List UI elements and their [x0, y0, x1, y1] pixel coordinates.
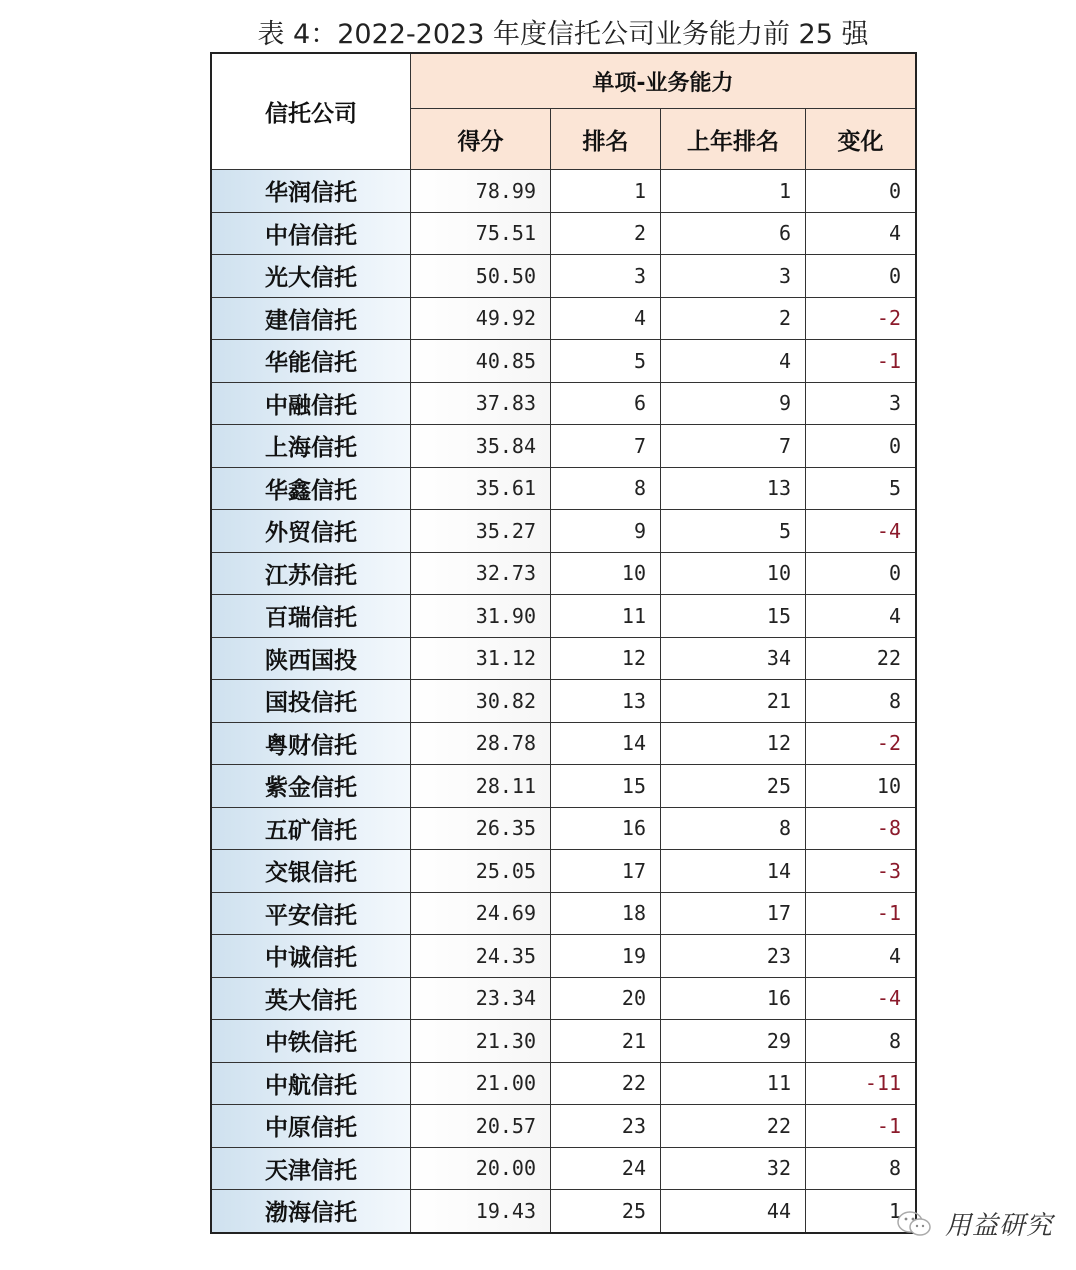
rank-cell: 7 [551, 425, 661, 468]
company-cell: 建信信托 [211, 297, 411, 340]
rank-cell: 2 [551, 212, 661, 255]
table-row [211, 807, 916, 850]
rank-cell: 3 [551, 255, 661, 298]
table-row [211, 425, 916, 468]
table-row [211, 1062, 916, 1105]
company-cell: 江苏信托 [211, 552, 411, 595]
table-row [211, 297, 916, 340]
header-company: 信托公司 [211, 53, 411, 170]
prev-rank-cell: 4 [661, 340, 806, 383]
prev-rank-cell: 23 [661, 935, 806, 978]
table-row [211, 170, 916, 213]
score-cell: 28.11 [411, 765, 551, 808]
table-row [211, 680, 916, 723]
company-cell: 中信信托 [211, 212, 411, 255]
rank-cell: 24 [551, 1147, 661, 1190]
change-cell: 0 [806, 255, 917, 298]
score-cell: 49.92 [411, 297, 551, 340]
score-cell: 50.50 [411, 255, 551, 298]
change-cell: 5 [806, 467, 917, 510]
change-cell: -1 [806, 340, 917, 383]
prev-rank-cell: 7 [661, 425, 806, 468]
watermark-text: 用益研究 [945, 1211, 1054, 1241]
score-cell: 26.35 [411, 807, 551, 850]
table-row [211, 1020, 916, 1063]
change-cell: 3 [806, 382, 917, 425]
header-change: 变化 [806, 109, 917, 170]
table-row [211, 340, 916, 383]
table-row [211, 1147, 916, 1190]
header-prev-rank: 上年排名 [661, 109, 806, 170]
rank-cell: 17 [551, 850, 661, 893]
table-row [211, 977, 916, 1020]
score-cell: 24.35 [411, 935, 551, 978]
table-row [211, 637, 916, 680]
rank-cell: 23 [551, 1105, 661, 1148]
rank-cell: 10 [551, 552, 661, 595]
rank-cell: 1 [551, 170, 661, 213]
rank-cell: 8 [551, 467, 661, 510]
change-cell: 8 [806, 680, 917, 723]
table-row [211, 255, 916, 298]
change-cell: 22 [806, 637, 917, 680]
change-cell: 0 [806, 170, 917, 213]
score-cell: 78.99 [411, 170, 551, 213]
header-score: 得分 [411, 109, 551, 170]
company-cell: 华润信托 [211, 170, 411, 213]
prev-rank-cell: 12 [661, 722, 806, 765]
table-row [211, 850, 916, 893]
change-cell: -4 [806, 977, 917, 1020]
ranking-table [210, 52, 917, 1234]
change-cell: -2 [806, 297, 917, 340]
rank-cell: 25 [551, 1190, 661, 1233]
company-cell: 交银信托 [211, 850, 411, 893]
score-cell: 20.00 [411, 1147, 551, 1190]
change-cell: 10 [806, 765, 917, 808]
prev-rank-cell: 5 [661, 510, 806, 553]
prev-rank-cell: 14 [661, 850, 806, 893]
prev-rank-cell: 2 [661, 297, 806, 340]
table-row [211, 765, 916, 808]
score-cell: 23.34 [411, 977, 551, 1020]
change-cell: 4 [806, 212, 917, 255]
rank-cell: 4 [551, 297, 661, 340]
rank-cell: 9 [551, 510, 661, 553]
rank-cell: 12 [551, 637, 661, 680]
table-row [211, 935, 916, 978]
score-cell: 35.84 [411, 425, 551, 468]
rank-cell: 11 [551, 595, 661, 638]
prev-rank-cell: 17 [661, 892, 806, 935]
score-cell: 31.90 [411, 595, 551, 638]
change-cell: 0 [806, 552, 917, 595]
company-cell: 中航信托 [211, 1062, 411, 1105]
change-cell: -3 [806, 850, 917, 893]
change-cell: 4 [806, 595, 917, 638]
score-cell: 28.78 [411, 722, 551, 765]
company-cell: 五矿信托 [211, 807, 411, 850]
company-cell: 华能信托 [211, 340, 411, 383]
score-cell: 37.83 [411, 382, 551, 425]
prev-rank-cell: 11 [661, 1062, 806, 1105]
change-cell: 8 [806, 1020, 917, 1063]
rank-cell: 21 [551, 1020, 661, 1063]
score-cell: 40.85 [411, 340, 551, 383]
company-cell: 英大信托 [211, 977, 411, 1020]
prev-rank-cell: 34 [661, 637, 806, 680]
rank-cell: 16 [551, 807, 661, 850]
rank-cell: 6 [551, 382, 661, 425]
prev-rank-cell: 10 [661, 552, 806, 595]
table-row [211, 595, 916, 638]
prev-rank-cell: 44 [661, 1190, 806, 1233]
rank-cell: 5 [551, 340, 661, 383]
table-row [211, 892, 916, 935]
change-cell: -11 [806, 1062, 917, 1105]
company-cell: 外贸信托 [211, 510, 411, 553]
score-cell: 21.00 [411, 1062, 551, 1105]
prev-rank-cell: 3 [661, 255, 806, 298]
company-cell: 华鑫信托 [211, 467, 411, 510]
rank-cell: 15 [551, 765, 661, 808]
rank-cell: 22 [551, 1062, 661, 1105]
prev-rank-cell: 29 [661, 1020, 806, 1063]
prev-rank-cell: 21 [661, 680, 806, 723]
score-cell: 25.05 [411, 850, 551, 893]
table-row [211, 467, 916, 510]
prev-rank-cell: 15 [661, 595, 806, 638]
table-body [211, 170, 916, 1233]
table-row [211, 510, 916, 553]
table-title: 表 4：2022-2023 年度信托公司业务能力前 25 强 [257, 19, 869, 50]
table-row [211, 382, 916, 425]
company-cell: 粤财信托 [211, 722, 411, 765]
change-cell: -4 [806, 510, 917, 553]
company-cell: 中诚信托 [211, 935, 411, 978]
change-cell: -1 [806, 1105, 917, 1148]
prev-rank-cell: 16 [661, 977, 806, 1020]
prev-rank-cell: 25 [661, 765, 806, 808]
score-cell: 32.73 [411, 552, 551, 595]
score-cell: 31.12 [411, 637, 551, 680]
header-group: 单项-业务能力 [411, 53, 917, 109]
rank-cell: 14 [551, 722, 661, 765]
change-cell: -8 [806, 807, 917, 850]
company-cell: 上海信托 [211, 425, 411, 468]
company-cell: 陕西国投 [211, 637, 411, 680]
table-row [211, 212, 916, 255]
score-cell: 75.51 [411, 212, 551, 255]
company-cell: 渤海信托 [211, 1190, 411, 1233]
prev-rank-cell: 8 [661, 807, 806, 850]
score-cell: 21.30 [411, 1020, 551, 1063]
company-cell: 国投信托 [211, 680, 411, 723]
watermark [895, 1205, 1053, 1242]
score-cell: 20.57 [411, 1105, 551, 1148]
prev-rank-cell: 9 [661, 382, 806, 425]
score-cell: 35.27 [411, 510, 551, 553]
rank-cell: 19 [551, 935, 661, 978]
prev-rank-cell: 22 [661, 1105, 806, 1148]
prev-rank-cell: 1 [661, 170, 806, 213]
prev-rank-cell: 13 [661, 467, 806, 510]
header-rank: 排名 [551, 109, 661, 170]
change-cell: 1 [806, 1190, 917, 1233]
rank-cell: 20 [551, 977, 661, 1020]
table-row [211, 552, 916, 595]
table-row [211, 1105, 916, 1148]
table-row [211, 1190, 916, 1233]
score-cell: 35.61 [411, 467, 551, 510]
company-cell: 中融信托 [211, 382, 411, 425]
prev-rank-cell: 32 [661, 1147, 806, 1190]
change-cell: -2 [806, 722, 917, 765]
prev-rank-cell: 6 [661, 212, 806, 255]
change-cell: 0 [806, 425, 917, 468]
rank-cell: 13 [551, 680, 661, 723]
company-cell: 百瑞信托 [211, 595, 411, 638]
change-cell: -1 [806, 892, 917, 935]
company-cell: 紫金信托 [211, 765, 411, 808]
company-cell: 中原信托 [211, 1105, 411, 1148]
change-cell: 4 [806, 935, 917, 978]
score-cell: 30.82 [411, 680, 551, 723]
company-cell: 中铁信托 [211, 1020, 411, 1063]
company-cell: 天津信托 [211, 1147, 411, 1190]
wechat-icon [895, 1209, 935, 1239]
score-cell: 19.43 [411, 1190, 551, 1233]
company-cell: 平安信托 [211, 892, 411, 935]
score-cell: 24.69 [411, 892, 551, 935]
rank-cell: 18 [551, 892, 661, 935]
company-cell: 光大信托 [211, 255, 411, 298]
change-cell: 8 [806, 1147, 917, 1190]
table-row [211, 722, 916, 765]
